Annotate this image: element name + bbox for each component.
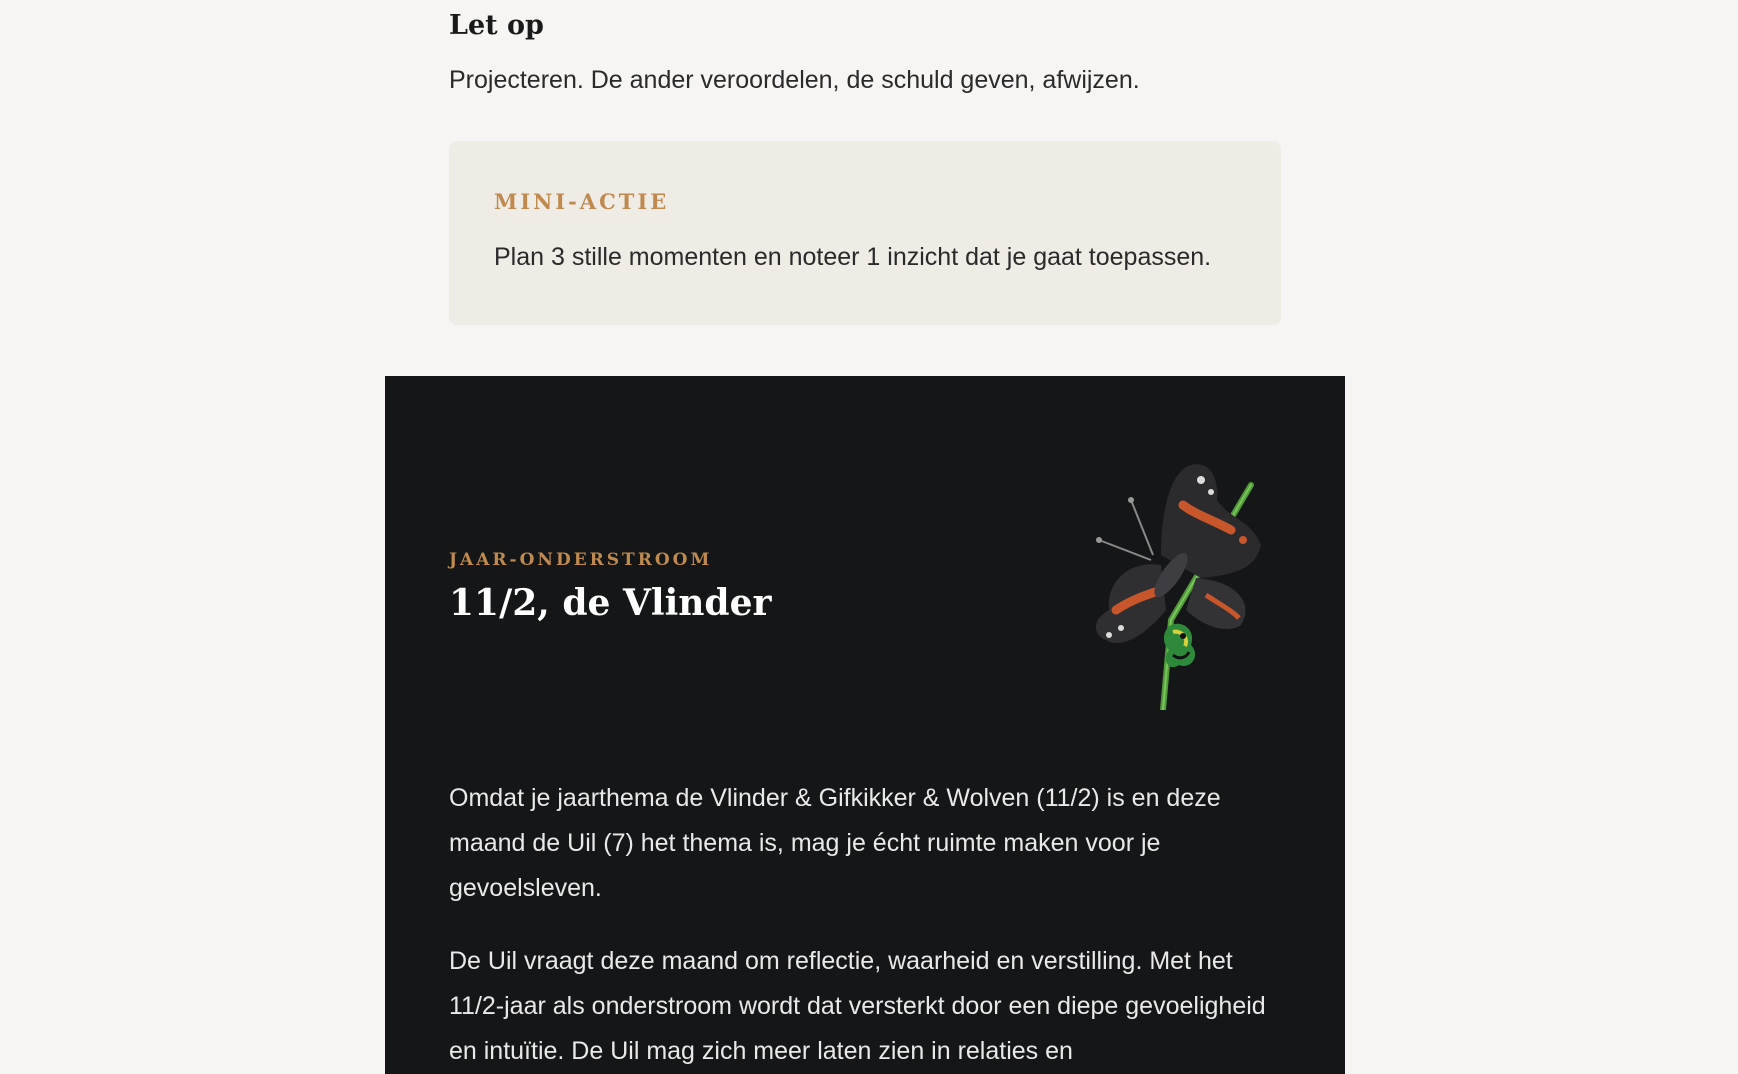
butterfly-frog-illustration [1091,460,1261,710]
mini-actie-card [449,141,1281,325]
jaar-onderstroom-section [385,376,1345,1074]
let-op-text: Projecteren. De ander veroordelen, de schuld geven, afwijzen. [449,66,1140,94]
mini-actie-label: MINI-ACTIE [494,189,670,214]
jaar-onderstroom-label: JAAR-ONDERSTROOM [449,550,713,570]
let-op-heading: Let op [449,10,544,41]
mini-actie-text: Plan 3 stille momenten en noteer 1 inzicht dat je gaat toepassen. [494,243,1212,271]
jaar-onderstroom-title: 11/2, de Vlinder [449,582,772,624]
jaar-paragraph-2: De Uil vraagt deze maand om reflectie, waarheid en verstilling. Met het 11/2-jaar als onderstroom wordt dat versterkt door een diepe gevoeligheid en intuïtie. De Uil mag zich meer laten zien in relaties en [449,947,1266,1065]
jaar-paragraph-1: Omdat je jaarthema de Vlinder & Gifkikker & Wolven (11/2) is en deze maand de Uil (7) het thema is, mag je écht ruimte maken voor je gevoelsleven. [449,784,1221,902]
